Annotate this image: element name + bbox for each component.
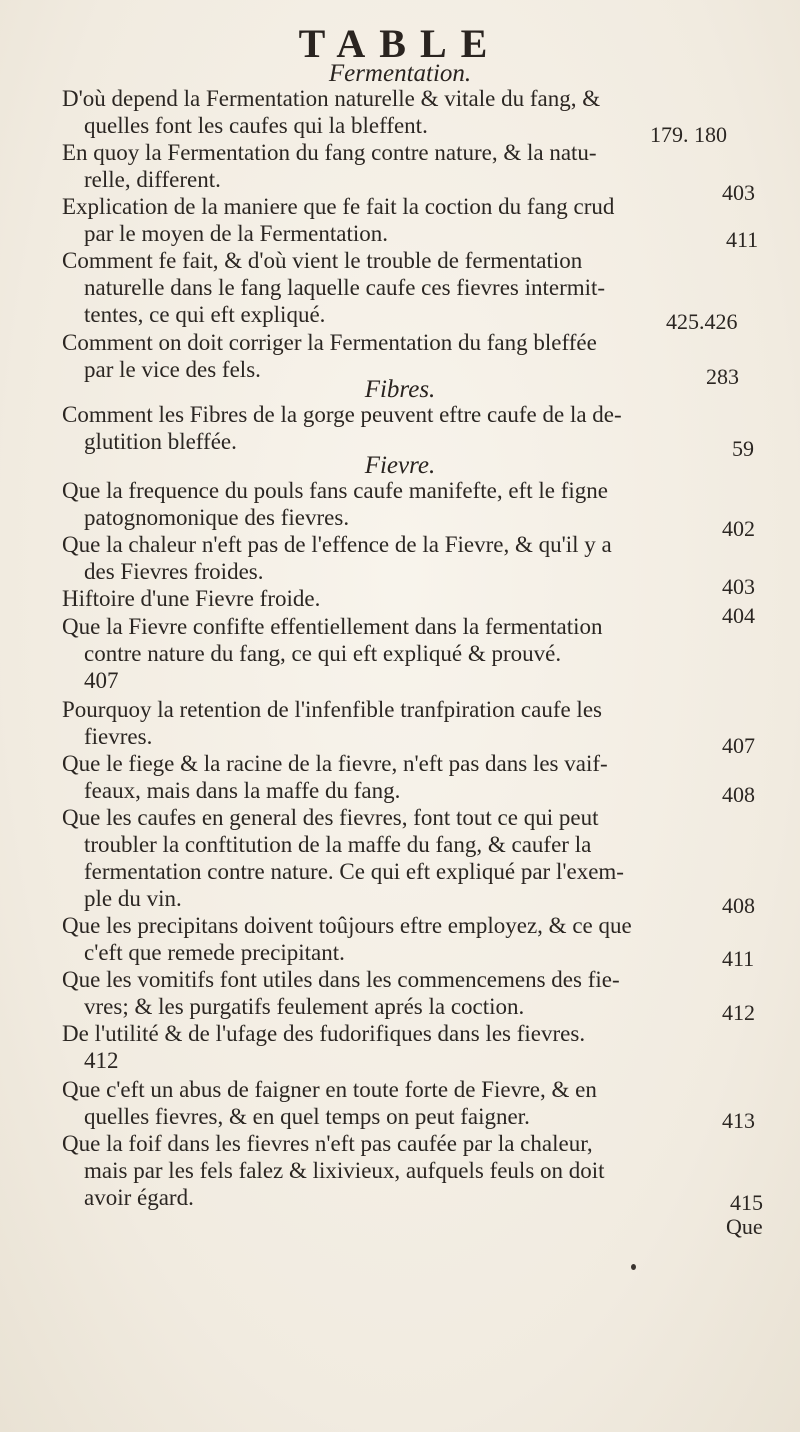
entry-line: Que c'eft un abus de faigner en toute forte de Fievre, & en <box>62 1077 597 1102</box>
entry-page-number: 412 <box>722 1000 755 1025</box>
section-title-fievre: Fievre. <box>364 452 436 479</box>
entry-line: Que la Fievre confifte effentiellement dans la fermentation <box>62 614 603 639</box>
entry-page-number: 411 <box>726 227 759 252</box>
section-title-fermentation: Fermentation. <box>328 60 472 87</box>
entry-line: Que la foif dans les fievres n'eft pas caufée par la chaleur, <box>62 1131 593 1156</box>
entry-page-number: 411 <box>722 946 755 971</box>
entry-page-number: 408 <box>722 782 755 807</box>
entry-page-number: 425.426 <box>666 309 738 334</box>
entry-line: par le vice des fels. <box>84 357 261 382</box>
entry-line: D'où depend la Fermentation naturelle & vitale du fang, & <box>62 86 601 111</box>
entry-line: 412 <box>84 1048 119 1073</box>
entry-page-number: 283 <box>706 364 739 389</box>
entry-line: contre nature du fang, ce qui eft expliqué & prouvé. <box>84 641 562 666</box>
catchword: Que <box>726 1214 763 1239</box>
entry-line: naturelle dans le fang laquelle caufe ces fievres intermit- <box>84 275 606 300</box>
entry-line: avoir égard. <box>84 1185 194 1210</box>
entry-line: Que les vomitifs font utiles dans les commencemens des fie- <box>62 967 620 992</box>
entry-line: vres; & les purgatifs feulement aprés la coction. <box>84 994 525 1019</box>
entry-line: En quoy la Fermentation du fang contre nature, & la natu- <box>62 140 597 165</box>
entry-line: Comment les Fibres de la gorge peuvent eftre caufe de la de- <box>62 402 622 427</box>
entry-line: feaux, mais dans la maffe du fang. <box>84 778 401 803</box>
ink-speck <box>631 1264 636 1270</box>
entry-line: Hiftoire d'une Fievre froide. <box>62 586 321 611</box>
entry-page-number: 413 <box>722 1108 755 1133</box>
entry-line: Que la frequence du pouls fans caufe manifefte, eft le figne <box>62 478 608 503</box>
entry-line: Pourquoy la retention de l'infenfible tranfpiration caufe les <box>62 697 602 722</box>
entry-line: Que la chaleur n'eft pas de l'effence de la Fievre, & qu'il y a <box>62 532 612 557</box>
entry-line: tentes, ce qui eft expliqué. <box>84 302 326 327</box>
page-header-title: TABLE <box>298 21 502 66</box>
entry-page-number: 59 <box>732 436 754 461</box>
entry-line: patognomonique des fievres. <box>84 505 350 530</box>
entry-page-number: 179. 180 <box>650 122 727 147</box>
entry-line: ple du vin. <box>84 886 182 911</box>
entry-line: des Fievres froides. <box>84 559 264 584</box>
entry-page-number: 403 <box>722 574 755 599</box>
entry-line: par le moyen de la Fermentation. <box>84 221 389 246</box>
entry-line: quelles font les caufes qui la bleffent. <box>84 113 428 138</box>
entry-line: Comment on doit corriger la Fermentation du fang bleffée <box>62 330 597 355</box>
entry-line: fievres. <box>84 724 153 749</box>
entry-line: c'eft que remede precipitant. <box>84 940 345 965</box>
entry-line: fermentation contre nature. Ce qui eft expliqué par l'exem- <box>84 859 624 884</box>
entry-page-number: 404 <box>722 603 755 628</box>
section-title-fibres: Fibres. <box>364 376 436 403</box>
entry-line: 407 <box>84 668 119 693</box>
entry-line: quelles fievres, & en quel temps on peut faigner. <box>84 1104 530 1129</box>
entry-line: relle, different. <box>84 167 221 192</box>
entry-page-number: 403 <box>722 180 755 205</box>
entry-page-number: 408 <box>722 893 755 918</box>
entry-line: Comment fe fait, & d'où vient le trouble de fermentation <box>62 248 583 273</box>
entry-line: De l'utilité & de l'ufage des fudorifiques dans les fievres. <box>62 1021 586 1046</box>
entry-page-number: 407 <box>722 733 755 758</box>
entry-line: Que les precipitans doivent toûjours eftre employez, & ce que <box>62 913 632 938</box>
entry-line: troubler la conftitution de la maffe du fang, & caufer la <box>84 832 592 857</box>
entry-line: Explication de la maniere que fe fait la coction du fang crud <box>62 194 615 219</box>
entry-line: Que le fiege & la racine de la fievre, n'eft pas dans les vaif- <box>62 751 608 776</box>
entry-line: Que les caufes en general des fievres, font tout ce qui peut <box>62 805 599 830</box>
entry-page-number: 415 <box>730 1190 763 1215</box>
entry-page-number: 402 <box>722 516 755 541</box>
entry-line: glutition bleffée. <box>84 429 237 454</box>
entry-line: mais par les fels falez & lixivieux, aufquels feuls on doit <box>84 1158 605 1183</box>
